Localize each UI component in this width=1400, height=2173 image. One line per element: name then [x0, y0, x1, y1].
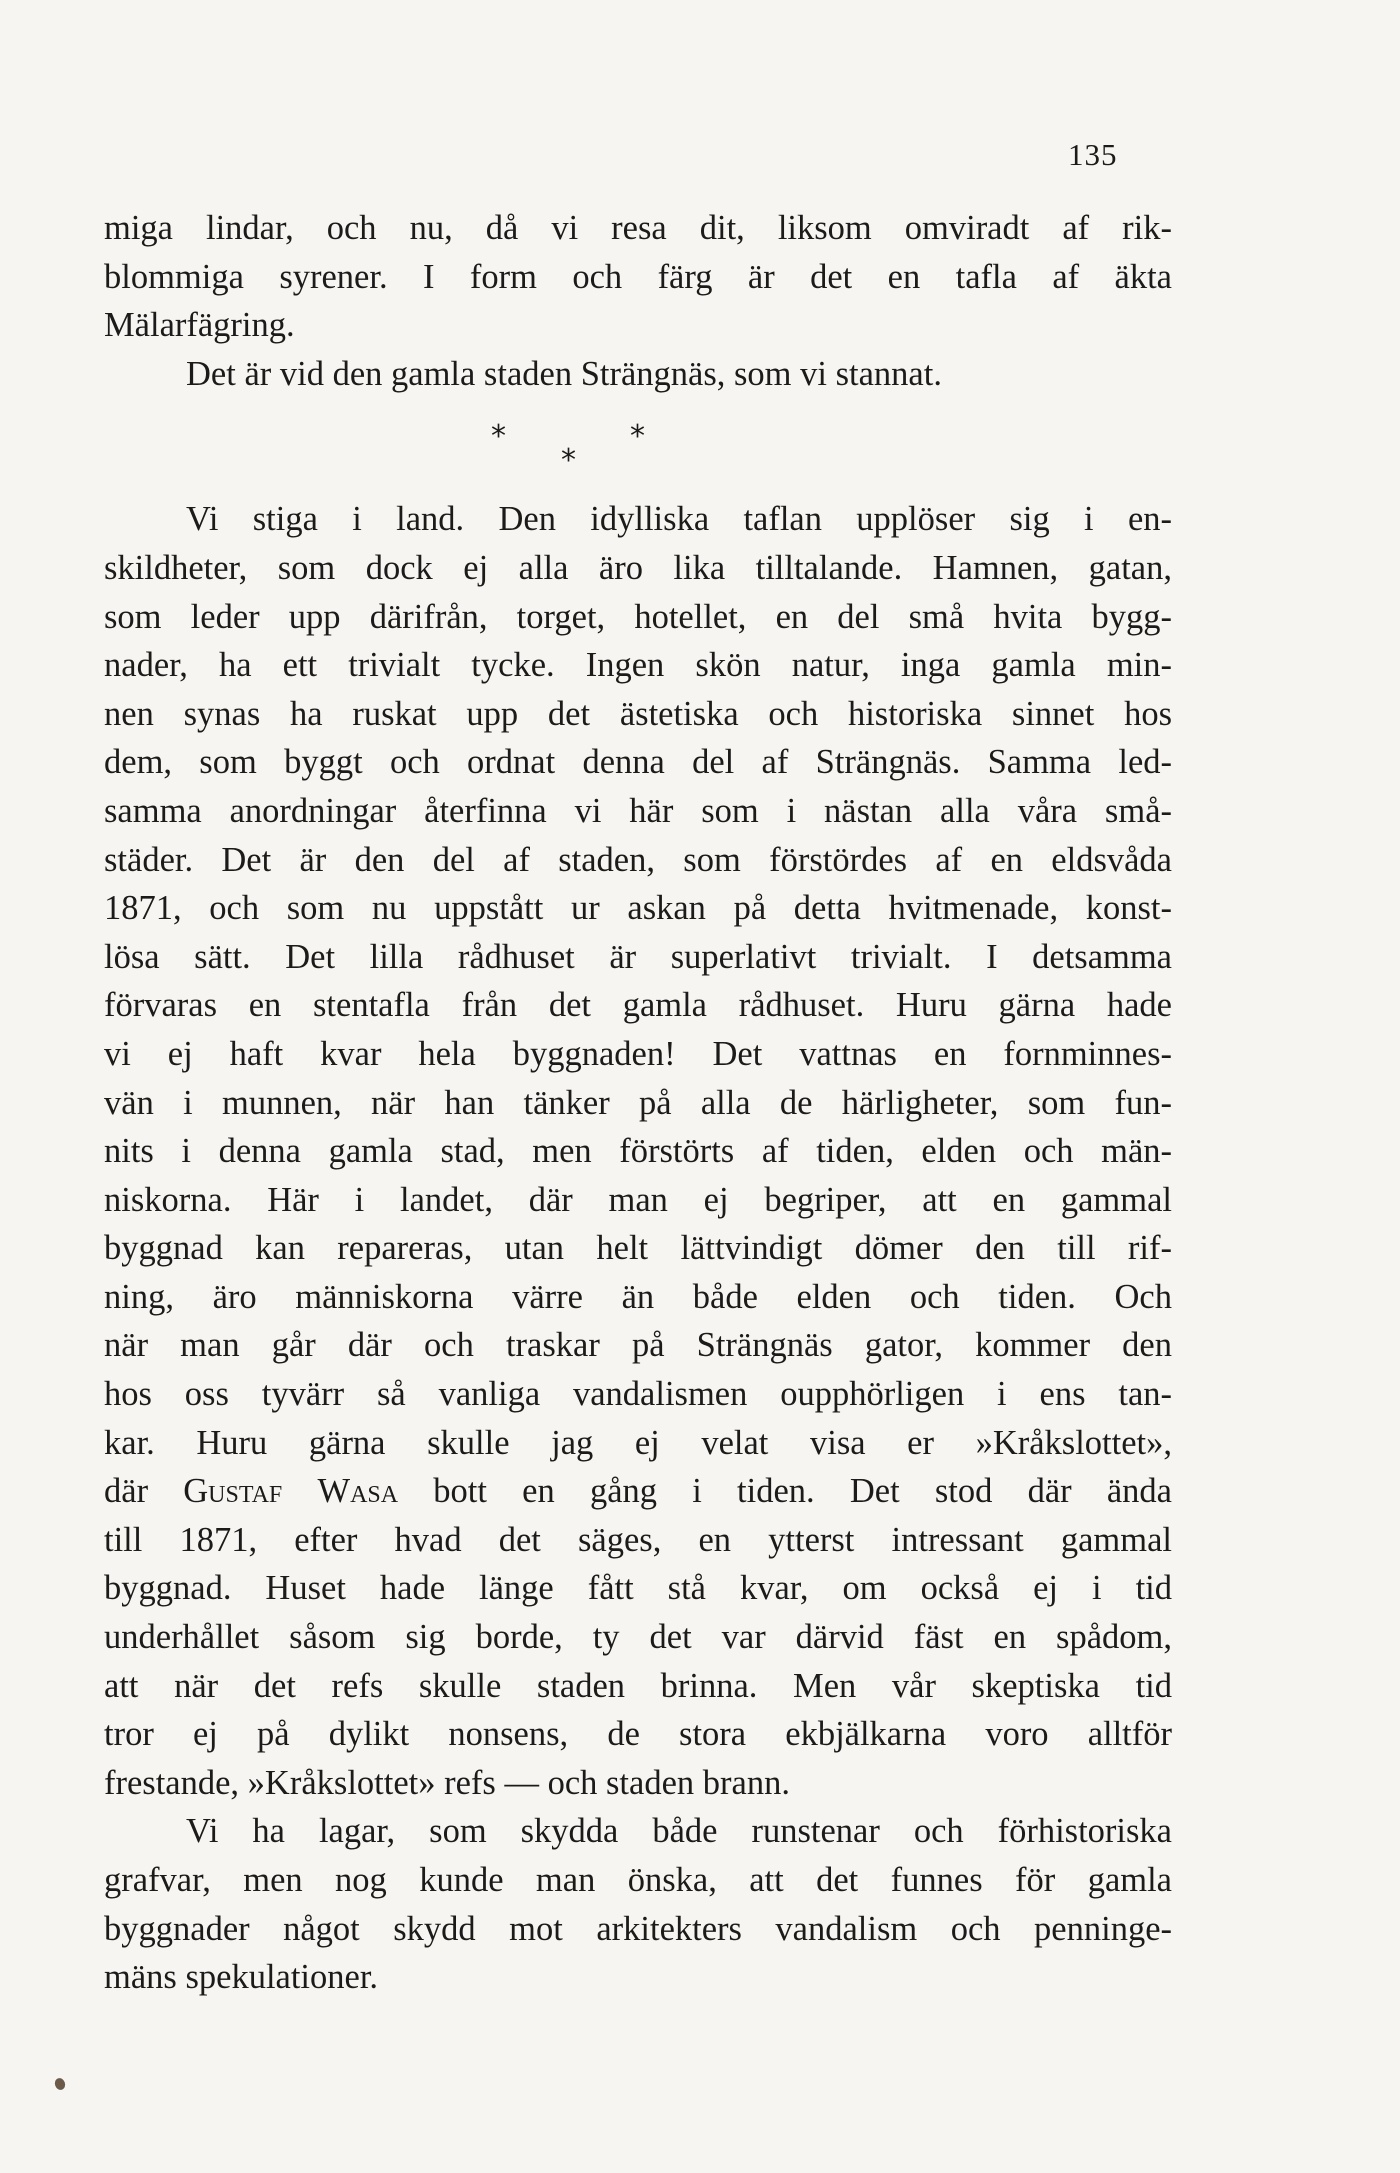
- text-line: mäns spekulationer.: [104, 1958, 379, 1997]
- text-line: som leder upp därifrån, torget, hotellet, en del små hvita bygg-: [104, 597, 1172, 636]
- person-name: Wasa: [317, 1472, 399, 1511]
- text-line: städer. Det är den del af staden, som förstördes af en eldsvåda: [104, 840, 1172, 879]
- text-line: byggnad. Huset hade länge fått stå kvar, om också ej i tid: [104, 1569, 1172, 1608]
- text-fragment: [282, 1472, 317, 1510]
- text-line: Det är vid den gamla staden Strängnäs, som vi stannat.: [186, 354, 942, 393]
- person-name: Gustaf: [183, 1472, 283, 1511]
- text-line: kar. Huru gärna skulle jag ej velat visa er »Kråkslottet»,: [104, 1423, 1172, 1462]
- section-separator: [104, 398, 1172, 495]
- text-line: miga lindar, och nu, då vi resa dit, liksom omviradt af rik-: [104, 209, 1172, 247]
- text-line-gustaf-wasa: [104, 1467, 1172, 1516]
- asterisk-icon: *: [561, 443, 576, 479]
- text-line: byggnader något skydd mot arkitekters vandalism och penninge-: [104, 1909, 1172, 1948]
- text-line: nits i denna gamla stad, men förstörts af tiden, elden och män-: [104, 1132, 1172, 1171]
- text-line: skildheter, som dock ej alla äro lika tilltalande. Hamnen, gatan,: [104, 548, 1172, 587]
- text-line: vi ej haft kvar hela byggnaden! Det vattnas en fornminnes-: [104, 1034, 1172, 1073]
- text-fragment: där: [104, 1472, 184, 1511]
- text-line: nen synas ha ruskat upp det ästetiska och historiska sinnet hos: [104, 694, 1172, 733]
- text-line: förvaras en stentafla från det gamla rådhuset. Huru gärna hade: [104, 986, 1172, 1025]
- text-line: vän i munnen, när han tänker på alla de härligheter, som fun-: [104, 1083, 1172, 1122]
- text-line: Vi ha lagar, som skydda både runstenar och förhistoriska: [186, 1812, 1172, 1851]
- asterisk-icon: *: [491, 419, 506, 455]
- text-line: frestande, »Kråkslottet» refs — och staden brann.: [104, 1763, 790, 1802]
- text-line: niskorna. Här i landet, där man ej begriper, att en gammal: [104, 1180, 1172, 1219]
- text-line: när man går där och traskar på Strängnäs gator, kommer den: [104, 1326, 1172, 1365]
- text-line: tror ej på dylikt nonsens, de stora ekbjälkarna voro alltför: [104, 1715, 1172, 1754]
- text-line: att när det refs skulle staden brinna. Men vår skeptiska tid: [104, 1666, 1172, 1705]
- text-line: byggnad kan repareras, utan helt lättvindigt dömer den till rif-: [104, 1229, 1172, 1268]
- text-line: dem, som byggt och ordnat denna del af Strängnäs. Samma led-: [104, 743, 1172, 782]
- text-line: Vi stiga i land. Den idylliska taflan upplöser sig i en-: [186, 500, 1172, 539]
- text-fragment: bott en gång i tiden. Det stod där ända: [398, 1472, 1172, 1511]
- text-line: 1871, och som nu uppstått ur askan på detta hvitmenade, konst-: [104, 889, 1172, 928]
- text-line: nader, ha ett trivialt tycke. Ingen skön natur, inga gamla min-: [104, 646, 1172, 685]
- text-line: Mälarfägring.: [104, 306, 295, 345]
- asterisk-icon: *: [630, 419, 645, 455]
- text-line: grafvar, men nog kunde man önska, att det funnes för gamla: [104, 1861, 1172, 1899]
- body-text: [104, 204, 1172, 2002]
- ink-spot: [53, 2077, 67, 2092]
- text-line: hos oss tyvärr så vanliga vandalismen oupphörligen i ens tan-: [104, 1375, 1172, 1414]
- text-line: ning, äro människorna värre än både elden och tiden. Och: [104, 1277, 1172, 1316]
- text-line: blommiga syrener. I form och färg är det en tafla af äkta: [104, 257, 1172, 296]
- text-line: samma anordningar återfinna vi här som i nästan alla våra små-: [104, 791, 1172, 830]
- text-line: lösa sätt. Det lilla rådhuset är superlativt trivialt. I detsamma: [104, 937, 1172, 976]
- page-number: 135: [1068, 137, 1118, 172]
- text-line: till 1871, efter hvad det säges, en ytterst intressant gammal: [104, 1520, 1172, 1559]
- text-line: underhållet såsom sig borde, ty det var därvid fäst en spådom,: [104, 1618, 1172, 1657]
